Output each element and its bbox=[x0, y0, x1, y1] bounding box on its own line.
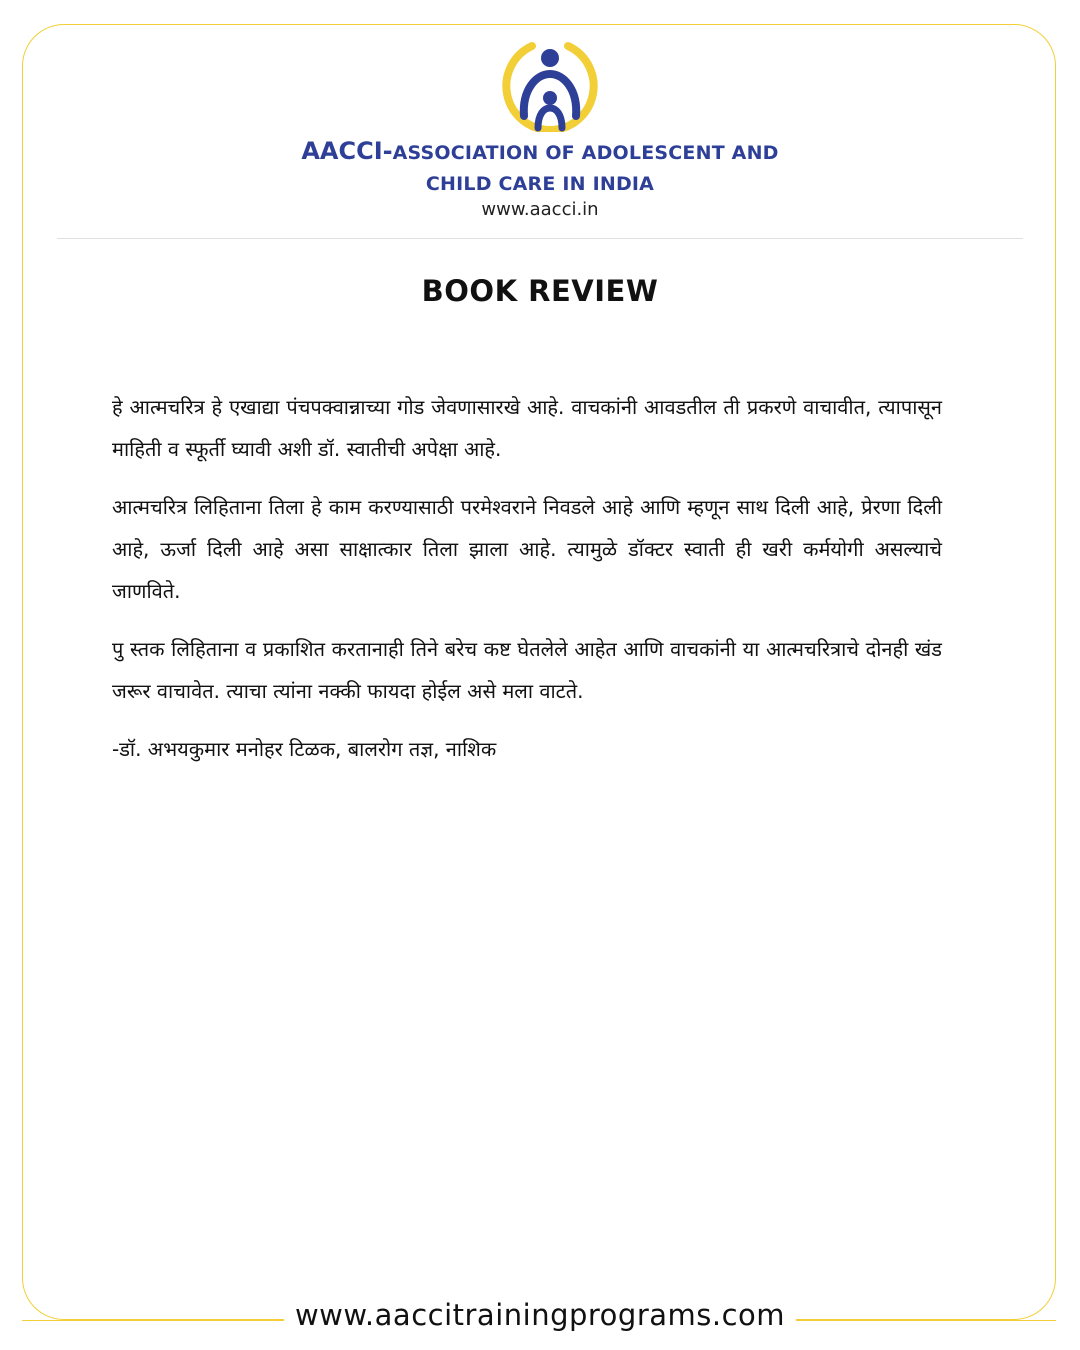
review-body bbox=[112, 386, 942, 786]
footer-website-link[interactable]: www.aaccitrainingprograms.com bbox=[284, 1296, 796, 1336]
aacci-parent-child-logo-icon bbox=[498, 38, 602, 132]
org-name-line2: CHILD CARE IN INDIA bbox=[425, 173, 655, 195]
page-title: BOOK REVIEW bbox=[421, 274, 659, 308]
org-abbr: AACCI- bbox=[301, 137, 393, 165]
org-name-line1: ASSOCIATION OF ADOLESCENT AND bbox=[392, 142, 779, 164]
footer-divider-left bbox=[22, 1320, 284, 1321]
org-website-link[interactable]: www.aacci.in bbox=[481, 199, 599, 220]
review-paragraph: पु स्तक लिहिताना व प्रकाशित करतानाही तिने बरेच कष्ट घेतलेले आहेत आणि वाचकांनी या आत्मचरित्राचे दोनही खंड जरूर वाचावेत. त्याचा त्यांना नक्की फायदा होईल असे मला वाटते. bbox=[112, 637, 942, 703]
org-title bbox=[0, 136, 1080, 200]
review-signature: -डॉ. अभयकुमार मनोहर टिळक, बालरोग तज्ञ, नाशिक bbox=[112, 737, 497, 761]
review-paragraph: आत्मचरित्र लिहिताना तिला हे काम करण्यासाठी परमेश्वराने निवडले आहे आणि म्हणून साथ दिली आहे, प्रेरणा दिली आहे, ऊर्जा दिली आहे असा साक्षात्कार तिला झाला आहे. त्यामुळे डॉक्टर स्वाती ही खरी कर्मयोगी असल्याचे जाणविते. bbox=[112, 495, 942, 603]
review-paragraph: हे आत्मचरित्र हे एखाद्या पंचपक्वान्नाच्या गोड जेवणासारखे आहे. वाचकांनी आवडतील ती प्रकरणे वाचावीत, त्यापासून माहिती व स्फूर्ती घ्यावी अशी डॉ. स्वातीची अपेक्षा आहे. bbox=[112, 395, 942, 461]
org-title-line1 bbox=[0, 136, 1080, 169]
footer-divider-right bbox=[796, 1320, 1056, 1321]
header-divider bbox=[57, 238, 1023, 239]
